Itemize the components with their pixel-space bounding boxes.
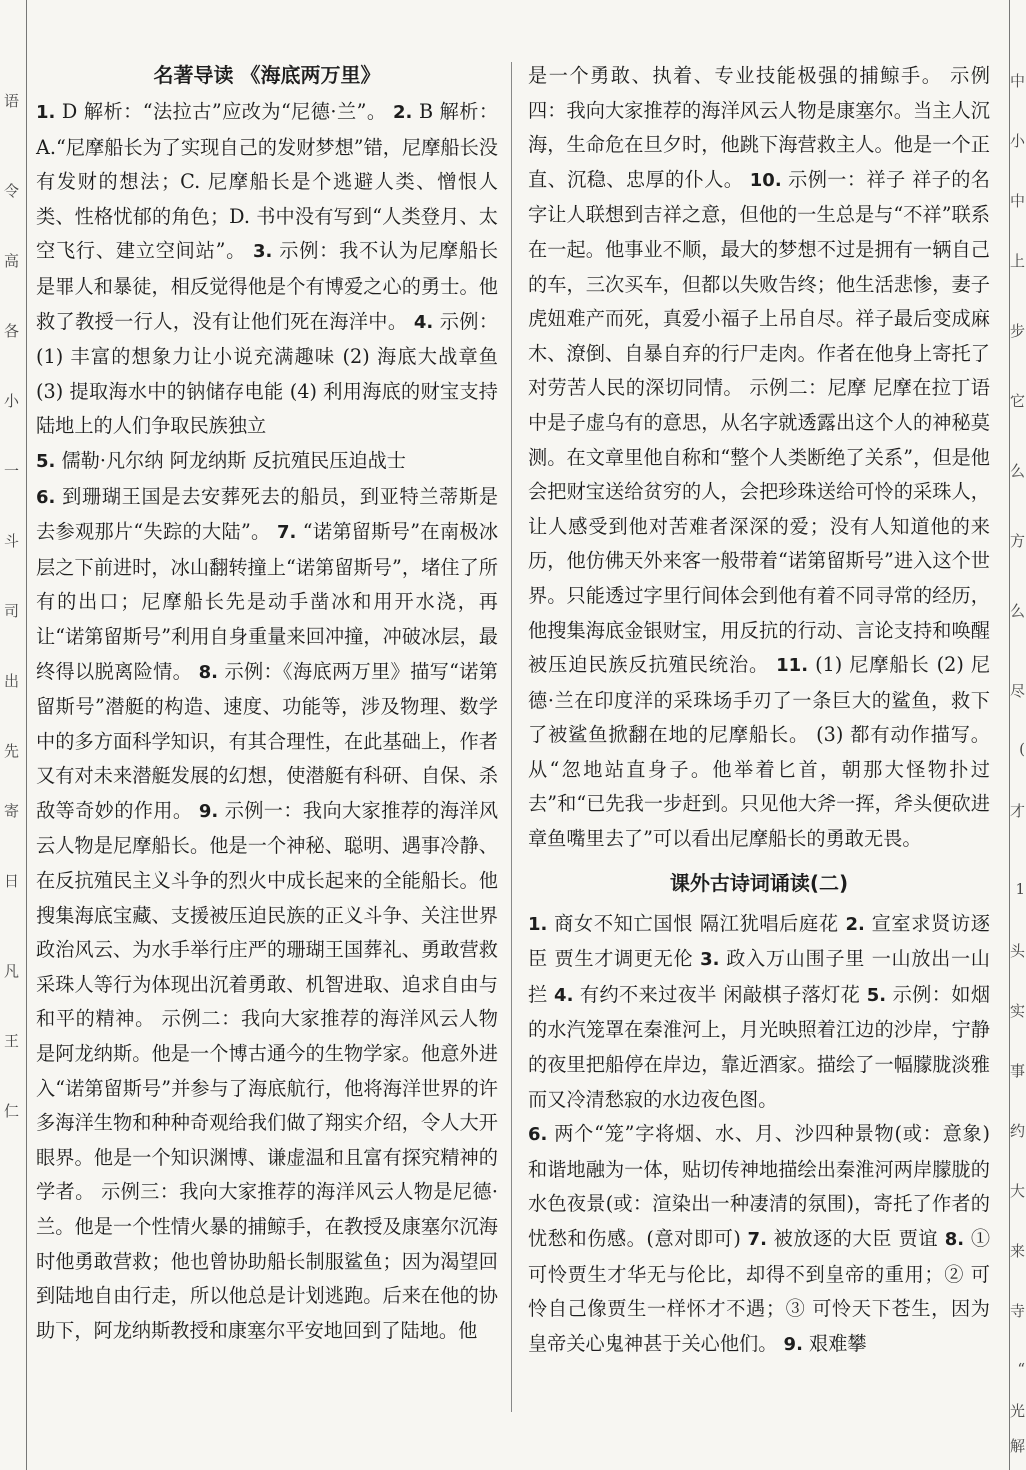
answer-number: 6. xyxy=(36,486,56,508)
edge-char: 小 xyxy=(1009,132,1025,150)
answer-number: 6. xyxy=(528,1124,548,1146)
edge-char: 约 xyxy=(1009,1122,1025,1140)
edge-char: 凡 xyxy=(4,962,20,980)
edge-char: 解 xyxy=(1009,1437,1025,1455)
edge-char: 王 xyxy=(4,1032,20,1050)
answer-number: 3. xyxy=(700,949,720,971)
edge-char: 光 xyxy=(1009,1402,1025,1420)
answer-text: 被放逐的大臣 贾谊 xyxy=(773,1227,939,1250)
answer-number: 3. xyxy=(253,241,273,263)
answer-text: 政入万山围子里 一山放出一山拦 xyxy=(528,947,990,1006)
answer-block xyxy=(36,444,498,480)
answer-text: 有约不来过夜半 闲敲棋子落灯花 xyxy=(579,982,861,1006)
left-column xyxy=(36,55,498,1348)
answer-continuation: 是一个勇敢、执着、专业技能极强的捕鲸手。 示例四：我向大家推荐的海洋风云人物是康塞尔。当主人沉海，生命危在旦夕时，他跳下海营救主人。他是一个正直、沉稳、忠厚的仆人。 xyxy=(528,64,990,191)
answer-number: 11. xyxy=(776,655,809,677)
edge-char: 各 xyxy=(4,322,20,340)
edge-char: 实 xyxy=(1009,1002,1025,1020)
answer-text: D 解析：“法拉古”应改为“尼德·兰”。 xyxy=(61,100,387,123)
answer-text: 示例：如烟的水汽笼罩在秦淮河上，月光映照着江边的沙岸，宁静的夜里把船停在岸边，靠近酒家。描绘了一幅朦胧淡雅而又冷清愁寂的水边夜色图。 xyxy=(528,982,991,1111)
answer-number: 2. xyxy=(845,913,865,935)
answer-number: 4. xyxy=(554,984,574,1006)
section-title-haidi: 名著导读 《海底两万里》 xyxy=(153,63,381,87)
section-title-poetry: 课外古诗词诵读(二) xyxy=(669,870,849,895)
edge-char: 小 xyxy=(4,392,20,410)
answer-text: “诺第留斯号”在南极冰层之下前进时，冰山翻转撞上“诺第留斯号”，堵住了所有的出口；尼摩船长先是动手凿冰和用开水浇，再让“诺第留斯号”利用自身重量来回冲撞，冲破冰层，最终得以脱离险情。 xyxy=(36,520,499,683)
answer-number: 2. xyxy=(393,102,413,123)
edge-char: 才 xyxy=(1009,802,1025,820)
answer-block xyxy=(528,59,990,857)
answer-text: 到珊瑚王国是去安葬死去的船员，到亚特兰蒂斯是去参观那片“失踪的大陆”。 xyxy=(36,484,499,544)
answer-block xyxy=(36,480,498,1349)
answer-number: 5. xyxy=(36,450,56,472)
edge-char: 尽 xyxy=(1009,682,1025,700)
edge-char: 一 xyxy=(4,462,20,480)
left-page-edge xyxy=(0,0,27,1470)
edge-char: 斗 xyxy=(4,532,20,550)
edge-char: 寄 xyxy=(4,802,20,820)
answer-text: 艰难攀 xyxy=(809,1331,867,1355)
answer-number: 8. xyxy=(944,1229,965,1250)
edge-char: “ xyxy=(1017,1360,1025,1378)
answer-number: 10. xyxy=(749,169,782,191)
edge-char: 日 xyxy=(4,872,20,890)
right-column xyxy=(528,59,990,1362)
answer-number: 5. xyxy=(866,984,887,1006)
answer-block xyxy=(528,1117,990,1362)
answer-text: 示例：《海底两万里》描写“诺第留斯号”潜艇的构造、速度、功能等，涉及物理、数学中的多方面科学知识，有其合理性，在此基础上，作者又有对未来潜艇发展的幻想，使潜艇有科研、自保、杀敌等奇妙的作用。 xyxy=(36,659,498,822)
edge-char: 来 xyxy=(1009,1242,1025,1260)
answer-block xyxy=(528,907,990,1118)
edge-char: 中 xyxy=(1009,72,1025,90)
edge-char: 方 xyxy=(1009,532,1025,550)
edge-char: 寺 xyxy=(1009,1302,1025,1320)
answer-number: 9. xyxy=(783,1333,803,1355)
edge-char: 出 xyxy=(4,672,20,690)
answer-number: 1. xyxy=(36,102,56,123)
answer-block xyxy=(36,95,498,444)
edge-char: 语 xyxy=(4,92,20,110)
answer-text: ① 可怜贾生才华无与伦比，却得不到皇帝的重用；② 可怜自己像贾生一样怀才不遇；③ 可怜天下苍生，因为皇帝关心鬼神甚于关心他们。 xyxy=(528,1227,990,1355)
answer-text: (1) 尼摩船长 (2) 尼德·兰在印度洋的采珠场手刃了一条巨大的鲨鱼，救下了被鲨鱼掀翻在地的尼摩船长。 (3) 都有动作描写。从“忽地站直身子。他举着匕首，朝那大怪物扑过去”和“已先我一步赶到。只见他大斧一挥，斧头便砍进章鱼嘴里去了”可以看出尼摩船长的勇敢无畏。 xyxy=(528,653,991,851)
edge-char: 头 xyxy=(1009,942,1025,960)
answer-text: 儒勒·凡尔纳 阿龙纳斯 反抗殖民压迫战士 xyxy=(61,448,406,472)
answer-number: 7. xyxy=(747,1229,767,1250)
edge-char: 它 xyxy=(1009,392,1025,410)
answer-text: 示例一：我向大家推荐的海洋风云人物是尼摩船长。他是一个神秘、聪明、遇事冷静、在反抗殖民主义斗争的烈火中成长起来的全能船长。他搜集海底宝藏、支援被压迫民族的正义斗争、关注世界政治风云、为水手举行庄严的珊瑚王国葬礼、勇敢营救采珠人等行为体现出沉着勇敢、机智进取、追求自由与和平的精神。 示例二：我向大家推荐的海洋风云人物是阿龙纳斯。他是一个博古通今的生物学家。他意外进入“诺第留斯号”并参与了海底航行，他将海洋世界的许多海洋生物和种种奇观给我们做了翔实介绍，令人大开眼界。他是一个知识渊博、谦虚温和且富有探究精神的学者。 示例三：我向大家推荐的海洋风云人物是尼德·兰。他是一个性情火暴的捕鲸手，在教授及康塞尔沉海时他勇敢营救；他也曾协助船长制服鲨鱼；因为渴望回到陆地自由行走，所以他总是计划逃跑。后来在他的协助下，阿龙纳斯教授和康塞尔平安地回到了陆地。他 xyxy=(36,798,499,1342)
answer-number: 4. xyxy=(413,311,434,333)
answer-number: 9. xyxy=(198,800,219,822)
answer-text: 宣室求贤访逐臣 贾生才调更无伦 xyxy=(528,911,990,971)
edge-char: 么 xyxy=(1009,602,1025,620)
edge-char: 先 xyxy=(4,742,20,760)
column-divider xyxy=(511,62,512,1412)
edge-char: 令 xyxy=(4,182,20,200)
edge-char: 么 xyxy=(1009,462,1025,480)
right-page-edge xyxy=(1009,0,1026,1470)
answer-text: 商女不知亡国恨 隔江犹唱后庭花 xyxy=(554,911,839,935)
edge-char: 司 xyxy=(4,602,20,620)
edge-char: 中 xyxy=(1009,192,1025,210)
answer-text: 示例：(1) 丰富的想象力让小说充满趣味 (2) 海底大战章鱼 (3) 提取海水中的钠储存电能 (4) 利用海底的财宝支持陆地上的人们争取民族独立 xyxy=(36,309,499,438)
answer-text: 两个“笼”字将烟、水、月、沙四种景物(或：意象)和谐地融为一体，贴切传神地描绘出秦淮河两岸朦胧的水色夜景(或：渲染出一种凄清的氛围)，寄托了作者的忧愁和伤感。(意对即可) xyxy=(528,1122,990,1250)
answer-number: 8. xyxy=(198,661,218,683)
answer-number: 1. xyxy=(528,913,548,935)
edge-char: 大 xyxy=(1009,1182,1025,1200)
answer-text: 示例一：祥子 祥子的名字让人联想到吉祥之意，但他的一生总是与“不祥”联系在一起。他事业不顺，最大的梦想不过是拥有一辆自己的车，三次买车，但都以失败告终；他生活悲惨，妻子虎妞难产而死，真爱小福子上吊自尽。祥子最后变成麻木、潦倒、自暴自弃的行尸走肉。作者在他身上寄托了对劳苦人民的深切同情。 示例二：尼摩 尼摩在拉丁语中是子虚乌有的意思，从名字就透露出这个人的神秘莫测。在文章里他自称和“整个人类断绝了关系”，但是他会把财宝送给贫穷的人，会把珍珠送给可怜的采珠人，让人感受到他对苦难者深深的爱；没有人知道他的来历，他仿佛天外来客一般带着“诺第留斯号”进入这个世界。只能透过字里行间体会到他有着不同寻常的经历，他搜集海底金银财宝，用反抗的行动、言论支持和唤醒被压迫民族反抗殖民统治。 xyxy=(528,167,990,677)
edge-char: 步 xyxy=(1009,322,1025,340)
edge-char: 仁 xyxy=(4,1102,20,1120)
answer-text: B 解析：A.“尼摩船长为了实现自己的发财梦想”错，尼摩船长没有发财的想法；C. 尼摩船长是个逃避人类、憎恨人类、性格忧郁的角色；D. 书中没有写到“人类登月、太空飞行、建立空间站”。 xyxy=(36,100,499,263)
edge-char: 上 xyxy=(1009,252,1025,270)
edge-char: 1 xyxy=(1015,880,1025,898)
edge-char: 事 xyxy=(1009,1062,1025,1080)
answer-text: 示例：我不认为尼摩船长是罪人和暴徒，相反觉得他是个有博爱之心的勇士。他救了教授一行人，没有让他们死在海洋中。 xyxy=(36,239,499,333)
edge-char: ( xyxy=(1019,740,1025,758)
answer-number: 7. xyxy=(276,522,297,544)
edge-char: 高 xyxy=(4,252,20,270)
